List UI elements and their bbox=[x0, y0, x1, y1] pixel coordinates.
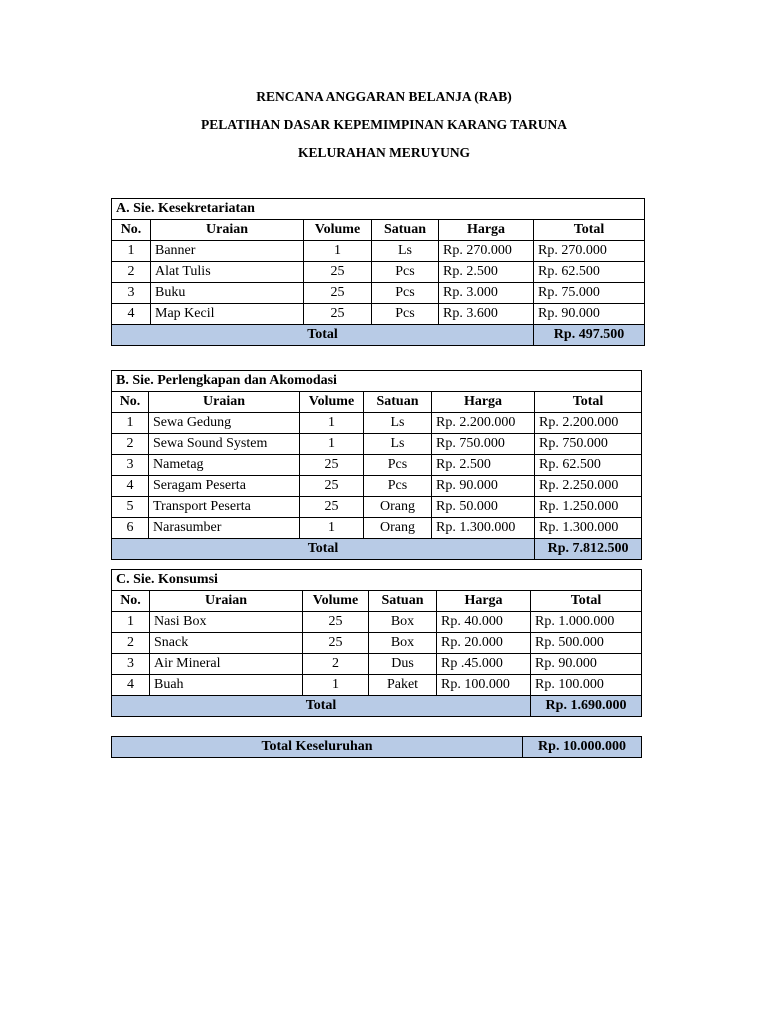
cell-no: 2 bbox=[112, 262, 151, 283]
table-section-c bbox=[111, 569, 642, 717]
header-satuan: Satuan bbox=[369, 591, 437, 612]
cell-total: Rp. 62.500 bbox=[534, 262, 645, 283]
section-title: B. Sie. Perlengkapan dan Akomodasi bbox=[112, 371, 642, 392]
cell-satuan: Paket bbox=[369, 675, 437, 696]
header-harga: Harga bbox=[437, 591, 531, 612]
section-title: A. Sie. Kesekretariatan bbox=[112, 199, 645, 220]
cell-satuan: Pcs bbox=[372, 304, 439, 325]
header-satuan: Satuan bbox=[372, 220, 439, 241]
cell-harga: Rp. 40.000 bbox=[437, 612, 531, 633]
total-value: Rp. 1.690.000 bbox=[531, 696, 642, 717]
cell-harga: Rp. 1.300.000 bbox=[432, 518, 535, 539]
cell-total: Rp. 1.300.000 bbox=[535, 518, 642, 539]
cell-harga: Rp. 3.000 bbox=[439, 283, 534, 304]
total-row bbox=[112, 325, 645, 346]
cell-harga: Rp. 270.000 bbox=[439, 241, 534, 262]
grand-total-value: Rp. 10.000.000 bbox=[523, 737, 642, 758]
cell-total: Rp. 1.000.000 bbox=[531, 612, 642, 633]
table-row bbox=[112, 413, 642, 434]
cell-volume: 1 bbox=[300, 434, 364, 455]
cell-harga: Rp. 20.000 bbox=[437, 633, 531, 654]
cell-satuan: Pcs bbox=[372, 262, 439, 283]
header-uraian: Uraian bbox=[151, 220, 304, 241]
cell-volume: 25 bbox=[304, 304, 372, 325]
cell-uraian: Snack bbox=[150, 633, 303, 654]
cell-total: Rp. 2.250.000 bbox=[535, 476, 642, 497]
header-no: No. bbox=[112, 591, 150, 612]
cell-total: Rp. 500.000 bbox=[531, 633, 642, 654]
cell-volume: 1 bbox=[303, 675, 369, 696]
table-row bbox=[112, 304, 645, 325]
table-row bbox=[112, 283, 645, 304]
cell-uraian: Banner bbox=[151, 241, 304, 262]
header-harga: Harga bbox=[439, 220, 534, 241]
cell-no: 5 bbox=[112, 497, 149, 518]
table-row bbox=[112, 241, 645, 262]
doc-subtitle: PELATIHAN DASAR KEPEMIMPINAN KARANG TARUNA bbox=[200, 117, 567, 132]
cell-harga: Rp. 750.000 bbox=[432, 434, 535, 455]
table-row bbox=[112, 262, 645, 283]
cell-volume: 25 bbox=[303, 612, 369, 633]
cell-no: 4 bbox=[112, 476, 149, 497]
cell-total: Rp. 270.000 bbox=[534, 241, 645, 262]
total-value: Rp. 497.500 bbox=[534, 325, 645, 346]
cell-harga: Rp. 50.000 bbox=[432, 497, 535, 518]
cell-satuan: Orang bbox=[364, 518, 432, 539]
cell-no: 1 bbox=[112, 241, 151, 262]
table-section-b bbox=[111, 370, 642, 560]
cell-total: Rp. 2.200.000 bbox=[535, 413, 642, 434]
cell-harga: Rp. 2.500 bbox=[439, 262, 534, 283]
cell-uraian: Map Kecil bbox=[151, 304, 304, 325]
cell-volume: 1 bbox=[304, 241, 372, 262]
cell-uraian: Sewa Gedung bbox=[149, 413, 300, 434]
cell-satuan: Pcs bbox=[372, 283, 439, 304]
header-total: Total bbox=[531, 591, 642, 612]
cell-harga: Rp. 3.600 bbox=[439, 304, 534, 325]
cell-no: 3 bbox=[112, 283, 151, 304]
cell-no: 2 bbox=[112, 633, 150, 654]
table-row bbox=[112, 434, 642, 455]
cell-no: 1 bbox=[112, 413, 149, 434]
cell-harga: Rp .45.000 bbox=[437, 654, 531, 675]
doc-location: KELURAHAN MERUYUNG bbox=[297, 145, 471, 160]
cell-satuan: Orang bbox=[364, 497, 432, 518]
cell-harga: Rp. 90.000 bbox=[432, 476, 535, 497]
cell-satuan: Pcs bbox=[364, 455, 432, 476]
total-label: Total bbox=[112, 325, 534, 346]
total-value: Rp. 7.812.500 bbox=[535, 539, 642, 560]
table-row bbox=[112, 518, 642, 539]
header-no: No. bbox=[112, 392, 149, 413]
header-total: Total bbox=[535, 392, 642, 413]
total-label: Total bbox=[112, 539, 535, 560]
header-satuan: Satuan bbox=[364, 392, 432, 413]
cell-total: Rp. 1.250.000 bbox=[535, 497, 642, 518]
header-no: No. bbox=[112, 220, 151, 241]
cell-total: Rp. 75.000 bbox=[534, 283, 645, 304]
cell-satuan: Ls bbox=[372, 241, 439, 262]
header-harga: Harga bbox=[432, 392, 535, 413]
cell-volume: 2 bbox=[303, 654, 369, 675]
table-row bbox=[112, 612, 642, 633]
cell-satuan: Ls bbox=[364, 413, 432, 434]
table-section-a bbox=[111, 198, 645, 346]
table-row bbox=[112, 455, 642, 476]
grand-total-row bbox=[112, 737, 642, 758]
cell-no: 4 bbox=[112, 304, 151, 325]
cell-harga: Rp. 100.000 bbox=[437, 675, 531, 696]
cell-uraian: Sewa Sound System bbox=[149, 434, 300, 455]
header-uraian: Uraian bbox=[149, 392, 300, 413]
header-volume: Volume bbox=[303, 591, 369, 612]
header-total: Total bbox=[534, 220, 645, 241]
table-row bbox=[112, 654, 642, 675]
header-volume: Volume bbox=[304, 220, 372, 241]
cell-uraian: Nasi Box bbox=[150, 612, 303, 633]
cell-volume: 25 bbox=[300, 455, 364, 476]
cell-harga: Rp. 2.200.000 bbox=[432, 413, 535, 434]
cell-no: 1 bbox=[112, 612, 150, 633]
cell-total: Rp. 100.000 bbox=[531, 675, 642, 696]
cell-no: 6 bbox=[112, 518, 149, 539]
cell-satuan: Box bbox=[369, 633, 437, 654]
cell-uraian: Nametag bbox=[149, 455, 300, 476]
table-row bbox=[112, 675, 642, 696]
table-row bbox=[112, 633, 642, 654]
cell-total: Rp. 90.000 bbox=[531, 654, 642, 675]
cell-no: 4 bbox=[112, 675, 150, 696]
cell-volume: 25 bbox=[300, 476, 364, 497]
cell-no: 2 bbox=[112, 434, 149, 455]
cell-uraian: Alat Tulis bbox=[151, 262, 304, 283]
cell-uraian: Air Mineral bbox=[150, 654, 303, 675]
header-volume: Volume bbox=[300, 392, 364, 413]
table-header-row bbox=[112, 591, 642, 612]
cell-volume: 25 bbox=[304, 283, 372, 304]
cell-satuan: Box bbox=[369, 612, 437, 633]
cell-no: 3 bbox=[112, 654, 150, 675]
table-row bbox=[112, 497, 642, 518]
cell-volume: 25 bbox=[304, 262, 372, 283]
doc-title: RENCANA ANGGARAN BELANJA (RAB) bbox=[256, 89, 512, 104]
cell-volume: 25 bbox=[300, 497, 364, 518]
cell-satuan: Dus bbox=[369, 654, 437, 675]
cell-volume: 25 bbox=[303, 633, 369, 654]
cell-uraian: Buah bbox=[150, 675, 303, 696]
cell-total: Rp. 62.500 bbox=[535, 455, 642, 476]
cell-satuan: Pcs bbox=[364, 476, 432, 497]
cell-uraian: Seragam Peserta bbox=[149, 476, 300, 497]
cell-harga: Rp. 2.500 bbox=[432, 455, 535, 476]
cell-uraian: Transport Peserta bbox=[149, 497, 300, 518]
section-title: C. Sie. Konsumsi bbox=[112, 570, 642, 591]
table-header-row bbox=[112, 220, 645, 241]
cell-volume: 1 bbox=[300, 518, 364, 539]
total-row bbox=[112, 696, 642, 717]
cell-uraian: Buku bbox=[151, 283, 304, 304]
cell-total: Rp. 750.000 bbox=[535, 434, 642, 455]
cell-volume: 1 bbox=[300, 413, 364, 434]
total-row bbox=[112, 539, 642, 560]
grand-total-label: Total Keseluruhan bbox=[112, 737, 523, 758]
table-header-row bbox=[112, 392, 642, 413]
cell-total: Rp. 90.000 bbox=[534, 304, 645, 325]
table-row bbox=[112, 476, 642, 497]
grand-total-table bbox=[111, 736, 642, 758]
cell-no: 3 bbox=[112, 455, 149, 476]
header-uraian: Uraian bbox=[150, 591, 303, 612]
cell-uraian: Narasumber bbox=[149, 518, 300, 539]
cell-satuan: Ls bbox=[364, 434, 432, 455]
total-label: Total bbox=[112, 696, 531, 717]
